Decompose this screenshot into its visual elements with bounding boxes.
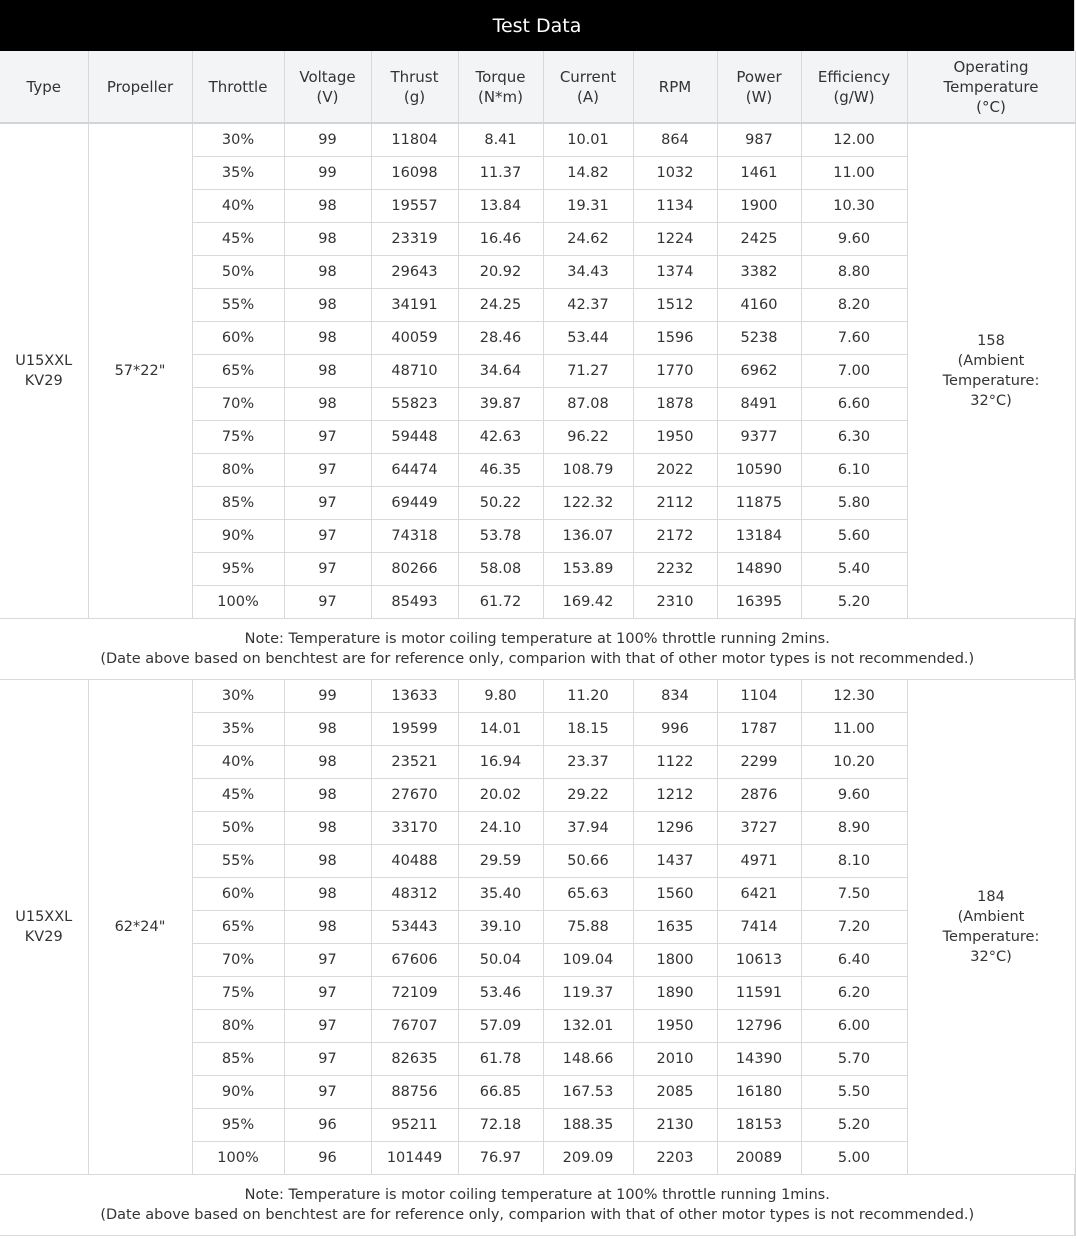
efficiency-cell: 8.90 bbox=[801, 812, 907, 845]
efficiency-cell: 8.10 bbox=[801, 845, 907, 878]
rpm-cell: 864 bbox=[633, 123, 717, 157]
power-cell: 4160 bbox=[717, 289, 801, 322]
thrust-cell: 53443 bbox=[371, 911, 458, 944]
throttle-cell: 50% bbox=[192, 256, 284, 289]
current-cell: 167.53 bbox=[543, 1076, 633, 1109]
thrust-cell: 33170 bbox=[371, 812, 458, 845]
thrust-cell: 29643 bbox=[371, 256, 458, 289]
table-body bbox=[0, 123, 1075, 1236]
thrust-cell: 85493 bbox=[371, 586, 458, 619]
power-cell: 2876 bbox=[717, 779, 801, 812]
thrust-cell: 48710 bbox=[371, 355, 458, 388]
torque-cell: 16.46 bbox=[458, 223, 543, 256]
table-row bbox=[0, 123, 1075, 157]
throttle-cell: 85% bbox=[192, 487, 284, 520]
rpm-cell: 1950 bbox=[633, 421, 717, 454]
voltage-cell: 96 bbox=[284, 1109, 371, 1142]
rpm-cell: 2085 bbox=[633, 1076, 717, 1109]
rpm-cell: 1950 bbox=[633, 1010, 717, 1043]
current-cell: 50.66 bbox=[543, 845, 633, 878]
test-data-table bbox=[0, 51, 1076, 1236]
thrust-cell: 74318 bbox=[371, 520, 458, 553]
voltage-cell: 97 bbox=[284, 1043, 371, 1076]
power-cell: 18153 bbox=[717, 1109, 801, 1142]
throttle-cell: 90% bbox=[192, 520, 284, 553]
power-cell: 6421 bbox=[717, 878, 801, 911]
power-cell: 20089 bbox=[717, 1142, 801, 1175]
header-efficiency: Efficiency (g/W) bbox=[801, 51, 907, 123]
throttle-cell: 95% bbox=[192, 1109, 284, 1142]
rpm-cell: 1800 bbox=[633, 944, 717, 977]
power-cell: 8491 bbox=[717, 388, 801, 421]
torque-cell: 58.08 bbox=[458, 553, 543, 586]
thrust-cell: 34191 bbox=[371, 289, 458, 322]
header-voltage: Voltage (V) bbox=[284, 51, 371, 123]
voltage-cell: 98 bbox=[284, 388, 371, 421]
throttle-cell: 90% bbox=[192, 1076, 284, 1109]
voltage-cell: 97 bbox=[284, 487, 371, 520]
rpm-cell: 1770 bbox=[633, 355, 717, 388]
current-cell: 34.43 bbox=[543, 256, 633, 289]
throttle-cell: 35% bbox=[192, 157, 284, 190]
propeller-cell: 62*24" bbox=[88, 680, 192, 1175]
rpm-cell: 1122 bbox=[633, 746, 717, 779]
rpm-cell: 1437 bbox=[633, 845, 717, 878]
torque-cell: 11.37 bbox=[458, 157, 543, 190]
current-cell: 108.79 bbox=[543, 454, 633, 487]
throttle-cell: 40% bbox=[192, 190, 284, 223]
rpm-cell: 2172 bbox=[633, 520, 717, 553]
voltage-cell: 98 bbox=[284, 845, 371, 878]
power-cell: 2299 bbox=[717, 746, 801, 779]
voltage-cell: 98 bbox=[284, 812, 371, 845]
throttle-cell: 65% bbox=[192, 355, 284, 388]
power-cell: 13184 bbox=[717, 520, 801, 553]
throttle-cell: 35% bbox=[192, 713, 284, 746]
thrust-cell: 55823 bbox=[371, 388, 458, 421]
throttle-cell: 55% bbox=[192, 289, 284, 322]
thrust-cell: 64474 bbox=[371, 454, 458, 487]
current-cell: 53.44 bbox=[543, 322, 633, 355]
voltage-cell: 98 bbox=[284, 322, 371, 355]
current-cell: 87.08 bbox=[543, 388, 633, 421]
thrust-cell: 23521 bbox=[371, 746, 458, 779]
voltage-cell: 97 bbox=[284, 944, 371, 977]
power-cell: 10590 bbox=[717, 454, 801, 487]
power-cell: 1787 bbox=[717, 713, 801, 746]
efficiency-cell: 9.60 bbox=[801, 223, 907, 256]
efficiency-cell: 10.30 bbox=[801, 190, 907, 223]
thrust-cell: 72109 bbox=[371, 977, 458, 1010]
rpm-cell: 1134 bbox=[633, 190, 717, 223]
torque-cell: 72.18 bbox=[458, 1109, 543, 1142]
torque-cell: 50.04 bbox=[458, 944, 543, 977]
voltage-cell: 98 bbox=[284, 713, 371, 746]
efficiency-cell: 6.10 bbox=[801, 454, 907, 487]
torque-cell: 35.40 bbox=[458, 878, 543, 911]
header-rpm: RPM bbox=[633, 51, 717, 123]
throttle-cell: 60% bbox=[192, 322, 284, 355]
current-cell: 188.35 bbox=[543, 1109, 633, 1142]
throttle-cell: 80% bbox=[192, 1010, 284, 1043]
voltage-cell: 97 bbox=[284, 1076, 371, 1109]
power-cell: 10613 bbox=[717, 944, 801, 977]
rpm-cell: 1512 bbox=[633, 289, 717, 322]
torque-cell: 57.09 bbox=[458, 1010, 543, 1043]
thrust-cell: 69449 bbox=[371, 487, 458, 520]
current-cell: 23.37 bbox=[543, 746, 633, 779]
power-cell: 9377 bbox=[717, 421, 801, 454]
current-cell: 24.62 bbox=[543, 223, 633, 256]
rpm-cell: 1635 bbox=[633, 911, 717, 944]
voltage-cell: 97 bbox=[284, 586, 371, 619]
current-cell: 209.09 bbox=[543, 1142, 633, 1175]
torque-cell: 28.46 bbox=[458, 322, 543, 355]
torque-cell: 39.87 bbox=[458, 388, 543, 421]
torque-cell: 42.63 bbox=[458, 421, 543, 454]
power-cell: 3727 bbox=[717, 812, 801, 845]
efficiency-cell: 6.60 bbox=[801, 388, 907, 421]
current-cell: 122.32 bbox=[543, 487, 633, 520]
power-cell: 14390 bbox=[717, 1043, 801, 1076]
thrust-cell: 82635 bbox=[371, 1043, 458, 1076]
rpm-cell: 1032 bbox=[633, 157, 717, 190]
note-disclaimer: (Date above based on benchtest are for reference only, comparion with that of other motor types is not recommended.) bbox=[100, 1207, 975, 1223]
voltage-cell: 97 bbox=[284, 1010, 371, 1043]
voltage-cell: 98 bbox=[284, 223, 371, 256]
voltage-cell: 98 bbox=[284, 746, 371, 779]
rpm-cell: 1374 bbox=[633, 256, 717, 289]
efficiency-cell: 5.40 bbox=[801, 553, 907, 586]
rpm-cell: 1878 bbox=[633, 388, 717, 421]
header-current: Current (A) bbox=[543, 51, 633, 123]
efficiency-cell: 7.50 bbox=[801, 878, 907, 911]
note-cell bbox=[0, 1175, 1075, 1236]
power-cell: 11875 bbox=[717, 487, 801, 520]
note-cell bbox=[0, 619, 1075, 680]
power-cell: 11591 bbox=[717, 977, 801, 1010]
rpm-cell: 1296 bbox=[633, 812, 717, 845]
note-line: Note: Temperature is motor coiling temperature at 100% throttle running 1mins. bbox=[244, 1187, 830, 1203]
current-cell: 14.82 bbox=[543, 157, 633, 190]
power-cell: 14890 bbox=[717, 553, 801, 586]
throttle-cell: 75% bbox=[192, 977, 284, 1010]
thrust-cell: 76707 bbox=[371, 1010, 458, 1043]
torque-cell: 53.78 bbox=[458, 520, 543, 553]
note-disclaimer: (Date above based on benchtest are for reference only, comparion with that of other motor types is not recommended.) bbox=[100, 651, 975, 667]
current-cell: 42.37 bbox=[543, 289, 633, 322]
rpm-cell: 2022 bbox=[633, 454, 717, 487]
operating-temperature-cell: 158 (Ambient Temperature: 32°C) bbox=[907, 123, 1075, 619]
voltage-cell: 96 bbox=[284, 1142, 371, 1175]
throttle-cell: 55% bbox=[192, 845, 284, 878]
operating-temperature-cell: 184 (Ambient Temperature: 32°C) bbox=[907, 680, 1075, 1175]
current-cell: 132.01 bbox=[543, 1010, 633, 1043]
current-cell: 19.31 bbox=[543, 190, 633, 223]
voltage-cell: 99 bbox=[284, 157, 371, 190]
header-operating-temperature: Operating Temperature (°C) bbox=[907, 51, 1075, 123]
thrust-cell: 48312 bbox=[371, 878, 458, 911]
power-cell: 7414 bbox=[717, 911, 801, 944]
throttle-cell: 65% bbox=[192, 911, 284, 944]
throttle-cell: 80% bbox=[192, 454, 284, 487]
efficiency-cell: 5.50 bbox=[801, 1076, 907, 1109]
rpm-cell: 1212 bbox=[633, 779, 717, 812]
current-cell: 109.04 bbox=[543, 944, 633, 977]
voltage-cell: 98 bbox=[284, 190, 371, 223]
propeller-cell: 57*22" bbox=[88, 123, 192, 619]
throttle-cell: 70% bbox=[192, 388, 284, 421]
rpm-cell: 2130 bbox=[633, 1109, 717, 1142]
torque-cell: 53.46 bbox=[458, 977, 543, 1010]
thrust-cell: 67606 bbox=[371, 944, 458, 977]
throttle-cell: 85% bbox=[192, 1043, 284, 1076]
voltage-cell: 98 bbox=[284, 256, 371, 289]
efficiency-cell: 5.20 bbox=[801, 1109, 907, 1142]
current-cell: 96.22 bbox=[543, 421, 633, 454]
voltage-cell: 98 bbox=[284, 355, 371, 388]
efficiency-cell: 8.20 bbox=[801, 289, 907, 322]
throttle-cell: 100% bbox=[192, 1142, 284, 1175]
voltage-cell: 97 bbox=[284, 553, 371, 586]
power-cell: 2425 bbox=[717, 223, 801, 256]
throttle-cell: 95% bbox=[192, 553, 284, 586]
thrust-cell: 13633 bbox=[371, 680, 458, 713]
note-row bbox=[0, 619, 1075, 680]
efficiency-cell: 6.40 bbox=[801, 944, 907, 977]
rpm-cell: 2203 bbox=[633, 1142, 717, 1175]
rpm-cell: 2010 bbox=[633, 1043, 717, 1076]
thrust-cell: 40059 bbox=[371, 322, 458, 355]
table-header bbox=[0, 51, 1075, 123]
throttle-cell: 30% bbox=[192, 680, 284, 713]
rpm-cell: 2112 bbox=[633, 487, 717, 520]
current-cell: 11.20 bbox=[543, 680, 633, 713]
current-cell: 10.01 bbox=[543, 123, 633, 157]
current-cell: 75.88 bbox=[543, 911, 633, 944]
torque-cell: 8.41 bbox=[458, 123, 543, 157]
table-title: Test Data bbox=[0, 0, 1074, 51]
efficiency-cell: 8.80 bbox=[801, 256, 907, 289]
thrust-cell: 40488 bbox=[371, 845, 458, 878]
rpm-cell: 1596 bbox=[633, 322, 717, 355]
power-cell: 987 bbox=[717, 123, 801, 157]
power-cell: 1104 bbox=[717, 680, 801, 713]
current-cell: 136.07 bbox=[543, 520, 633, 553]
efficiency-cell: 5.70 bbox=[801, 1043, 907, 1076]
thrust-cell: 95211 bbox=[371, 1109, 458, 1142]
voltage-cell: 99 bbox=[284, 680, 371, 713]
throttle-cell: 60% bbox=[192, 878, 284, 911]
efficiency-cell: 6.20 bbox=[801, 977, 907, 1010]
power-cell: 6962 bbox=[717, 355, 801, 388]
thrust-cell: 16098 bbox=[371, 157, 458, 190]
motor-type-cell: U15XXL KV29 bbox=[0, 123, 88, 619]
rpm-cell: 1890 bbox=[633, 977, 717, 1010]
torque-cell: 61.78 bbox=[458, 1043, 543, 1076]
table-row bbox=[0, 680, 1075, 713]
current-cell: 18.15 bbox=[543, 713, 633, 746]
torque-cell: 9.80 bbox=[458, 680, 543, 713]
rpm-cell: 1224 bbox=[633, 223, 717, 256]
throttle-cell: 45% bbox=[192, 779, 284, 812]
current-cell: 65.63 bbox=[543, 878, 633, 911]
power-cell: 16180 bbox=[717, 1076, 801, 1109]
throttle-cell: 50% bbox=[192, 812, 284, 845]
throttle-cell: 30% bbox=[192, 123, 284, 157]
thrust-cell: 11804 bbox=[371, 123, 458, 157]
efficiency-cell: 11.00 bbox=[801, 157, 907, 190]
header-power: Power (W) bbox=[717, 51, 801, 123]
torque-cell: 76.97 bbox=[458, 1142, 543, 1175]
throttle-cell: 70% bbox=[192, 944, 284, 977]
efficiency-cell: 11.00 bbox=[801, 713, 907, 746]
power-cell: 1461 bbox=[717, 157, 801, 190]
torque-cell: 14.01 bbox=[458, 713, 543, 746]
current-cell: 71.27 bbox=[543, 355, 633, 388]
current-cell: 29.22 bbox=[543, 779, 633, 812]
efficiency-cell: 9.60 bbox=[801, 779, 907, 812]
efficiency-cell: 6.30 bbox=[801, 421, 907, 454]
efficiency-cell: 5.80 bbox=[801, 487, 907, 520]
torque-cell: 34.64 bbox=[458, 355, 543, 388]
efficiency-cell: 5.00 bbox=[801, 1142, 907, 1175]
voltage-cell: 97 bbox=[284, 977, 371, 1010]
torque-cell: 66.85 bbox=[458, 1076, 543, 1109]
power-cell: 1900 bbox=[717, 190, 801, 223]
header-thrust: Thrust (g) bbox=[371, 51, 458, 123]
torque-cell: 29.59 bbox=[458, 845, 543, 878]
voltage-cell: 97 bbox=[284, 421, 371, 454]
efficiency-cell: 12.00 bbox=[801, 123, 907, 157]
efficiency-cell: 5.60 bbox=[801, 520, 907, 553]
header-torque: Torque (N*m) bbox=[458, 51, 543, 123]
torque-cell: 46.35 bbox=[458, 454, 543, 487]
throttle-cell: 45% bbox=[192, 223, 284, 256]
thrust-cell: 101449 bbox=[371, 1142, 458, 1175]
torque-cell: 20.92 bbox=[458, 256, 543, 289]
voltage-cell: 98 bbox=[284, 911, 371, 944]
efficiency-cell: 12.30 bbox=[801, 680, 907, 713]
rpm-cell: 2310 bbox=[633, 586, 717, 619]
header-type: Type bbox=[0, 51, 88, 123]
thrust-cell: 19599 bbox=[371, 713, 458, 746]
efficiency-cell: 6.00 bbox=[801, 1010, 907, 1043]
efficiency-cell: 7.00 bbox=[801, 355, 907, 388]
efficiency-cell: 7.20 bbox=[801, 911, 907, 944]
power-cell: 4971 bbox=[717, 845, 801, 878]
thrust-cell: 88756 bbox=[371, 1076, 458, 1109]
current-cell: 37.94 bbox=[543, 812, 633, 845]
power-cell: 3382 bbox=[717, 256, 801, 289]
power-cell: 12796 bbox=[717, 1010, 801, 1043]
header-throttle: Throttle bbox=[192, 51, 284, 123]
throttle-cell: 75% bbox=[192, 421, 284, 454]
voltage-cell: 97 bbox=[284, 454, 371, 487]
torque-cell: 61.72 bbox=[458, 586, 543, 619]
efficiency-cell: 10.20 bbox=[801, 746, 907, 779]
note-line: Note: Temperature is motor coiling temperature at 100% throttle running 2mins. bbox=[244, 631, 830, 647]
torque-cell: 24.25 bbox=[458, 289, 543, 322]
voltage-cell: 97 bbox=[284, 520, 371, 553]
torque-cell: 20.02 bbox=[458, 779, 543, 812]
throttle-cell: 100% bbox=[192, 586, 284, 619]
torque-cell: 50.22 bbox=[458, 487, 543, 520]
torque-cell: 13.84 bbox=[458, 190, 543, 223]
rpm-cell: 834 bbox=[633, 680, 717, 713]
voltage-cell: 98 bbox=[284, 289, 371, 322]
voltage-cell: 98 bbox=[284, 779, 371, 812]
voltage-cell: 98 bbox=[284, 878, 371, 911]
throttle-cell: 40% bbox=[192, 746, 284, 779]
current-cell: 119.37 bbox=[543, 977, 633, 1010]
voltage-cell: 99 bbox=[284, 123, 371, 157]
thrust-cell: 27670 bbox=[371, 779, 458, 812]
thrust-cell: 59448 bbox=[371, 421, 458, 454]
thrust-cell: 80266 bbox=[371, 553, 458, 586]
header-propeller: Propeller bbox=[88, 51, 192, 123]
rpm-cell: 2232 bbox=[633, 553, 717, 586]
current-cell: 153.89 bbox=[543, 553, 633, 586]
torque-cell: 24.10 bbox=[458, 812, 543, 845]
efficiency-cell: 7.60 bbox=[801, 322, 907, 355]
current-cell: 169.42 bbox=[543, 586, 633, 619]
efficiency-cell: 5.20 bbox=[801, 586, 907, 619]
thrust-cell: 23319 bbox=[371, 223, 458, 256]
rpm-cell: 996 bbox=[633, 713, 717, 746]
torque-cell: 16.94 bbox=[458, 746, 543, 779]
note-row bbox=[0, 1175, 1075, 1236]
rpm-cell: 1560 bbox=[633, 878, 717, 911]
torque-cell: 39.10 bbox=[458, 911, 543, 944]
power-cell: 5238 bbox=[717, 322, 801, 355]
motor-type-cell: U15XXL KV29 bbox=[0, 680, 88, 1175]
power-cell: 16395 bbox=[717, 586, 801, 619]
thrust-cell: 19557 bbox=[371, 190, 458, 223]
current-cell: 148.66 bbox=[543, 1043, 633, 1076]
